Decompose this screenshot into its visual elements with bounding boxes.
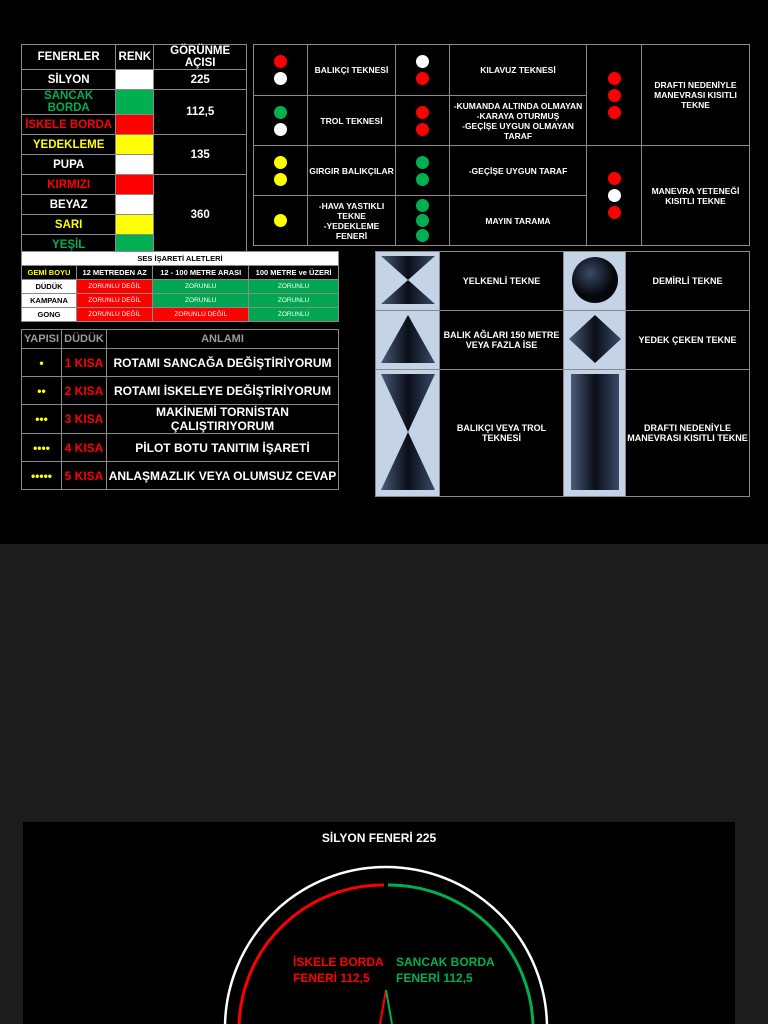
kumanda-line: -KUMANDA ALTINDA OLMAYAN xyxy=(453,100,583,111)
dud-meaning: MAKİNEMİ TORNİSTAN ÇALIŞTIRIYORUM xyxy=(107,405,339,434)
ses-header: 12 METREDEN AZ xyxy=(77,266,153,280)
light-dots xyxy=(254,45,308,96)
fener-name: PUPA xyxy=(22,155,116,175)
ses-cell: ZORUNLU DEĞİL xyxy=(77,294,153,308)
dud-dots: • xyxy=(22,349,62,377)
header-renk: RENK xyxy=(116,45,154,70)
green-light-icon xyxy=(416,173,429,186)
red-light-icon xyxy=(608,106,621,119)
light-dots xyxy=(396,45,450,96)
ses-header: 100 METRE ve ÜZERİ xyxy=(249,266,339,280)
label-drafti: DRAFTI NEDENİYLE MANEVRASI KISITLI TEKNE xyxy=(642,45,750,146)
lights-table xyxy=(21,44,247,255)
light-dots xyxy=(587,146,642,246)
red-light-icon xyxy=(416,106,429,119)
fener-name: YEDEKLEME xyxy=(22,135,116,155)
red-light-icon xyxy=(274,55,287,68)
sidelight-arc-diagram xyxy=(23,822,735,1024)
color-swatch xyxy=(116,175,154,195)
cones-apex-together-icon xyxy=(376,252,440,311)
kumanda-line: -GEÇİŞE UYGUN OLMAYAN TARAF xyxy=(462,120,574,141)
kumanda-line: -KARAYA OTURMUŞ xyxy=(476,110,560,121)
dud-dots: ••• xyxy=(22,405,62,434)
label-demirli: DEMİRLİ TEKNE xyxy=(626,252,750,311)
fener-name: SİLYON xyxy=(22,70,116,90)
ses-cell: ZORUNLU xyxy=(249,308,339,322)
ses-row-name: DÜDÜK xyxy=(22,280,77,294)
color-swatch xyxy=(116,215,154,235)
label-manevra: MANEVRA YETENEĞİ KISITLI TEKNE xyxy=(642,146,750,246)
dud-dots: •••• xyxy=(22,434,62,462)
iskele-line: FENERİ 112,5 xyxy=(293,971,370,985)
color-swatch xyxy=(116,90,154,115)
light-dots xyxy=(254,196,308,246)
fener-name: SARI xyxy=(22,215,116,235)
diagram-title: SİLYON FENERİ 225 xyxy=(321,831,437,845)
red-light-icon xyxy=(608,172,621,185)
red-light-icon xyxy=(416,72,429,85)
light-dots xyxy=(254,96,308,146)
light-dots xyxy=(396,146,450,196)
dud-header: ANLAMI xyxy=(107,330,339,349)
ses-cell: ZORUNLU xyxy=(153,280,249,294)
sancak-line: SANCAK BORDA xyxy=(396,955,495,969)
hava-line: -YEDEKLEME FENERİ xyxy=(323,220,380,241)
red-light-icon xyxy=(608,89,621,102)
cone-up-icon xyxy=(376,311,440,370)
dud-count: 1 KISA xyxy=(62,349,107,377)
ses-cell: ZORUNLU DEĞİL xyxy=(77,280,153,294)
fener-name: SANCAK BORDA xyxy=(22,90,116,115)
dud-dots: •• xyxy=(22,377,62,405)
label-balik-aglari: BALIK AĞLARI 150 METRE VEYA FAZLA İSE xyxy=(440,311,564,370)
white-light-icon xyxy=(416,55,429,68)
ses-cell: ZORUNLU xyxy=(249,280,339,294)
ses-header: 12 - 100 METRE ARASI xyxy=(153,266,249,280)
ses-row-name: GONG xyxy=(22,308,77,322)
color-swatch xyxy=(116,195,154,215)
ses-row-name: KAMPANA xyxy=(22,294,77,308)
green-light-icon xyxy=(416,214,429,227)
label-hava xyxy=(308,196,396,246)
white-light-icon xyxy=(274,72,287,85)
color-swatch xyxy=(116,115,154,135)
dud-dots: ••••• xyxy=(22,462,62,490)
label-balikci-trol: BALIKÇI VEYA TROL TEKNESİ xyxy=(440,370,564,497)
yellow-light-icon xyxy=(274,156,287,169)
yellow-light-icon xyxy=(274,173,287,186)
label-girgir: GIRGIR BALIKÇILAR xyxy=(308,146,396,196)
color-swatch xyxy=(116,155,154,175)
red-light-icon xyxy=(608,206,621,219)
fener-name: YEŞİL xyxy=(22,235,116,255)
ses-cell: ZORUNLU DEĞİL xyxy=(153,308,249,322)
white-light-icon xyxy=(608,189,621,202)
dud-header: YAPISI xyxy=(22,330,62,349)
dud-count: 5 KISA xyxy=(62,462,107,490)
red-light-icon xyxy=(608,72,621,85)
angle-value: 225 xyxy=(154,70,247,90)
label-gecise: -GEÇİŞE UYGUN TARAF xyxy=(450,146,587,196)
light-dots-triangle xyxy=(396,196,450,246)
red-light-icon xyxy=(416,123,429,136)
ses-cell: ZORUNLU xyxy=(153,294,249,308)
dud-meaning: PİLOT BOTU TANITIM İŞARETİ xyxy=(107,434,339,462)
sancak-label xyxy=(396,954,495,986)
white-light-icon xyxy=(274,123,287,136)
dud-header: DÜDÜK xyxy=(62,330,107,349)
header-angle: GÖRÜNME AÇISI xyxy=(154,45,247,70)
label-yedek: YEDEK ÇEKEN TEKNE xyxy=(626,311,750,370)
day-shapes-table xyxy=(375,251,750,497)
ses-cell: ZORUNLU xyxy=(249,294,339,308)
ball-icon xyxy=(564,252,626,311)
fener-name: BEYAZ xyxy=(22,195,116,215)
fener-name: İSKELE BORDA xyxy=(22,115,116,135)
arc-graphic xyxy=(23,822,735,1024)
ses-header: GEMİ BOYU xyxy=(22,266,77,280)
light-dots xyxy=(587,45,642,146)
label-kilavuz: KILAVUZ TEKNESİ xyxy=(450,45,587,96)
sound-signal-table xyxy=(21,251,339,322)
sancak-line: FENERİ 112,5 xyxy=(396,971,473,985)
fener-name: KIRMIZI xyxy=(22,175,116,195)
color-swatch xyxy=(116,135,154,155)
cones-apex-together-icon xyxy=(376,370,440,497)
dud-meaning: ANLAŞMAZLIK VEYA OLUMSUZ CEVAP xyxy=(107,462,339,490)
dud-count: 4 KISA xyxy=(62,434,107,462)
yellow-light-icon xyxy=(274,214,287,227)
iskele-label xyxy=(293,954,384,986)
dud-meaning: ROTAMI İSKELEYE DEĞİŞTİRİYORUM xyxy=(107,377,339,405)
label-yelkenli: YELKENLİ TEKNE xyxy=(440,252,564,311)
green-light-icon xyxy=(274,106,287,119)
angle-value: 135 xyxy=(154,135,247,175)
dud-count: 2 KISA xyxy=(62,377,107,405)
cylinder-icon xyxy=(564,370,626,497)
angle-value: 360 xyxy=(154,175,247,255)
label-kumanda xyxy=(450,96,587,146)
header-fenerler: FENERLER xyxy=(22,45,116,70)
vessel-lights-grid xyxy=(253,44,750,246)
label-drafti-shape: DRAFTI NEDENİYLE MANEVRASI KISITLI TEKNE xyxy=(626,370,750,497)
dud-count: 3 KISA xyxy=(62,405,107,434)
angle-value: 112,5 xyxy=(154,90,247,135)
green-light-icon xyxy=(416,156,429,169)
diamond-icon xyxy=(564,311,626,370)
light-dots xyxy=(254,146,308,196)
hava-line: -HAVA YASTIKLI TEKNE xyxy=(318,200,385,221)
ses-cell: ZORUNLU DEĞİL xyxy=(77,308,153,322)
color-swatch xyxy=(116,70,154,90)
label-mayin: MAYIN TARAMA xyxy=(450,196,587,246)
iskele-line: İSKELE BORDA xyxy=(293,955,384,969)
whistle-signal-table xyxy=(21,329,339,490)
ses-title: SES İŞARETİ ALETLERİ xyxy=(22,252,339,266)
label-balikci: BALIKÇI TEKNESİ xyxy=(308,45,396,96)
light-dots xyxy=(396,96,450,146)
dud-meaning: ROTAMI SANCAĞA DEĞİŞTİRİYORUM xyxy=(107,349,339,377)
green-light-icon xyxy=(416,199,429,212)
green-light-icon xyxy=(416,229,429,242)
label-trol: TROL TEKNESİ xyxy=(308,96,396,146)
